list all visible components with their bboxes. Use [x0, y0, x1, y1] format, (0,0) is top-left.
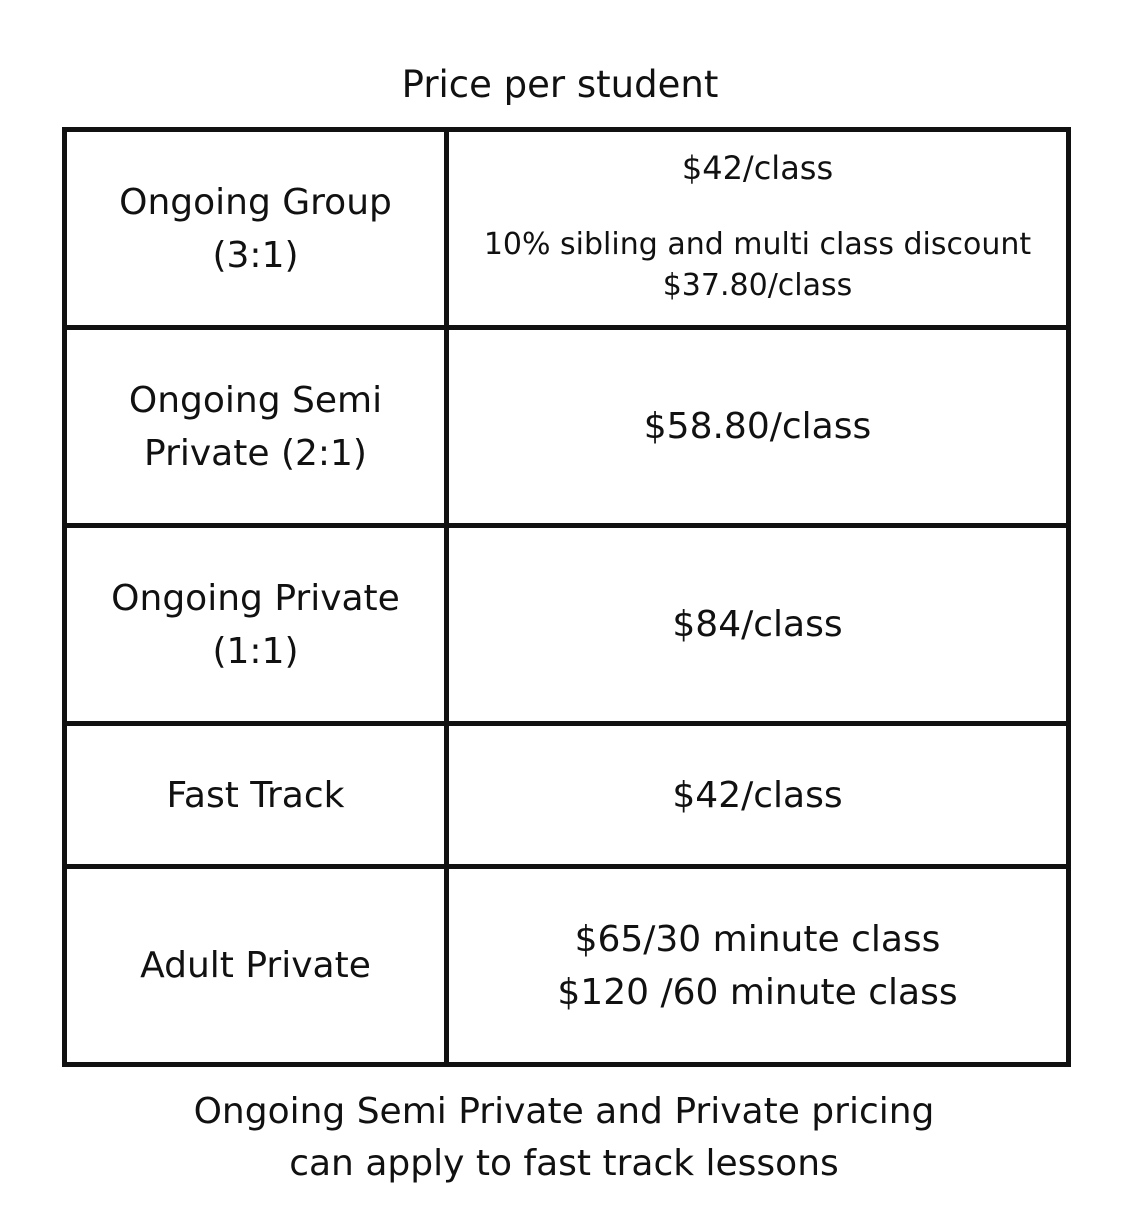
- price-value: $65/30 minute class: [574, 918, 941, 960]
- row-price: [447, 130, 1069, 328]
- row-label-line: Fast Track: [166, 774, 345, 816]
- row-price: [447, 724, 1069, 867]
- price-value: $84/class: [672, 604, 843, 645]
- row-label: [65, 724, 447, 867]
- row-price: [447, 867, 1069, 1065]
- table-row: [65, 724, 1069, 867]
- row-label-line: (3:1): [212, 234, 299, 276]
- row-label: [65, 328, 447, 526]
- row-label-line: Ongoing Private: [111, 577, 400, 619]
- footnote: [0, 1086, 1128, 1190]
- table-row: [65, 526, 1069, 724]
- row-price: [447, 328, 1069, 526]
- discount-price: $37.80/class: [662, 267, 853, 303]
- row-label: [65, 526, 447, 724]
- price-value: $120 /60 minute class: [557, 971, 958, 1013]
- price-value: $42/class: [672, 774, 843, 816]
- table-row: [65, 328, 1069, 526]
- row-label-line: Ongoing Group: [119, 181, 392, 223]
- row-label-line: Ongoing Semi: [128, 379, 383, 421]
- footnote-line: can apply to fast track lessons: [289, 1143, 839, 1184]
- discount-note: 10% sibling and multi class discount: [483, 226, 1032, 262]
- table-row: [65, 130, 1069, 328]
- row-price: [447, 526, 1069, 724]
- table-row: [65, 867, 1069, 1065]
- row-label-line: Adult Private: [140, 945, 371, 986]
- row-label-line: Private (2:1): [144, 432, 367, 474]
- footnote-line: Ongoing Semi Private and Private pricing: [193, 1091, 935, 1132]
- row-label: [65, 867, 447, 1065]
- row-label-line: (1:1): [212, 630, 299, 672]
- price-value: $42/class: [681, 148, 834, 187]
- pricing-table: [62, 127, 1071, 1067]
- row-label: [65, 130, 447, 328]
- page-title: Price per student: [401, 63, 719, 106]
- price-value: $58.80/class: [643, 406, 872, 447]
